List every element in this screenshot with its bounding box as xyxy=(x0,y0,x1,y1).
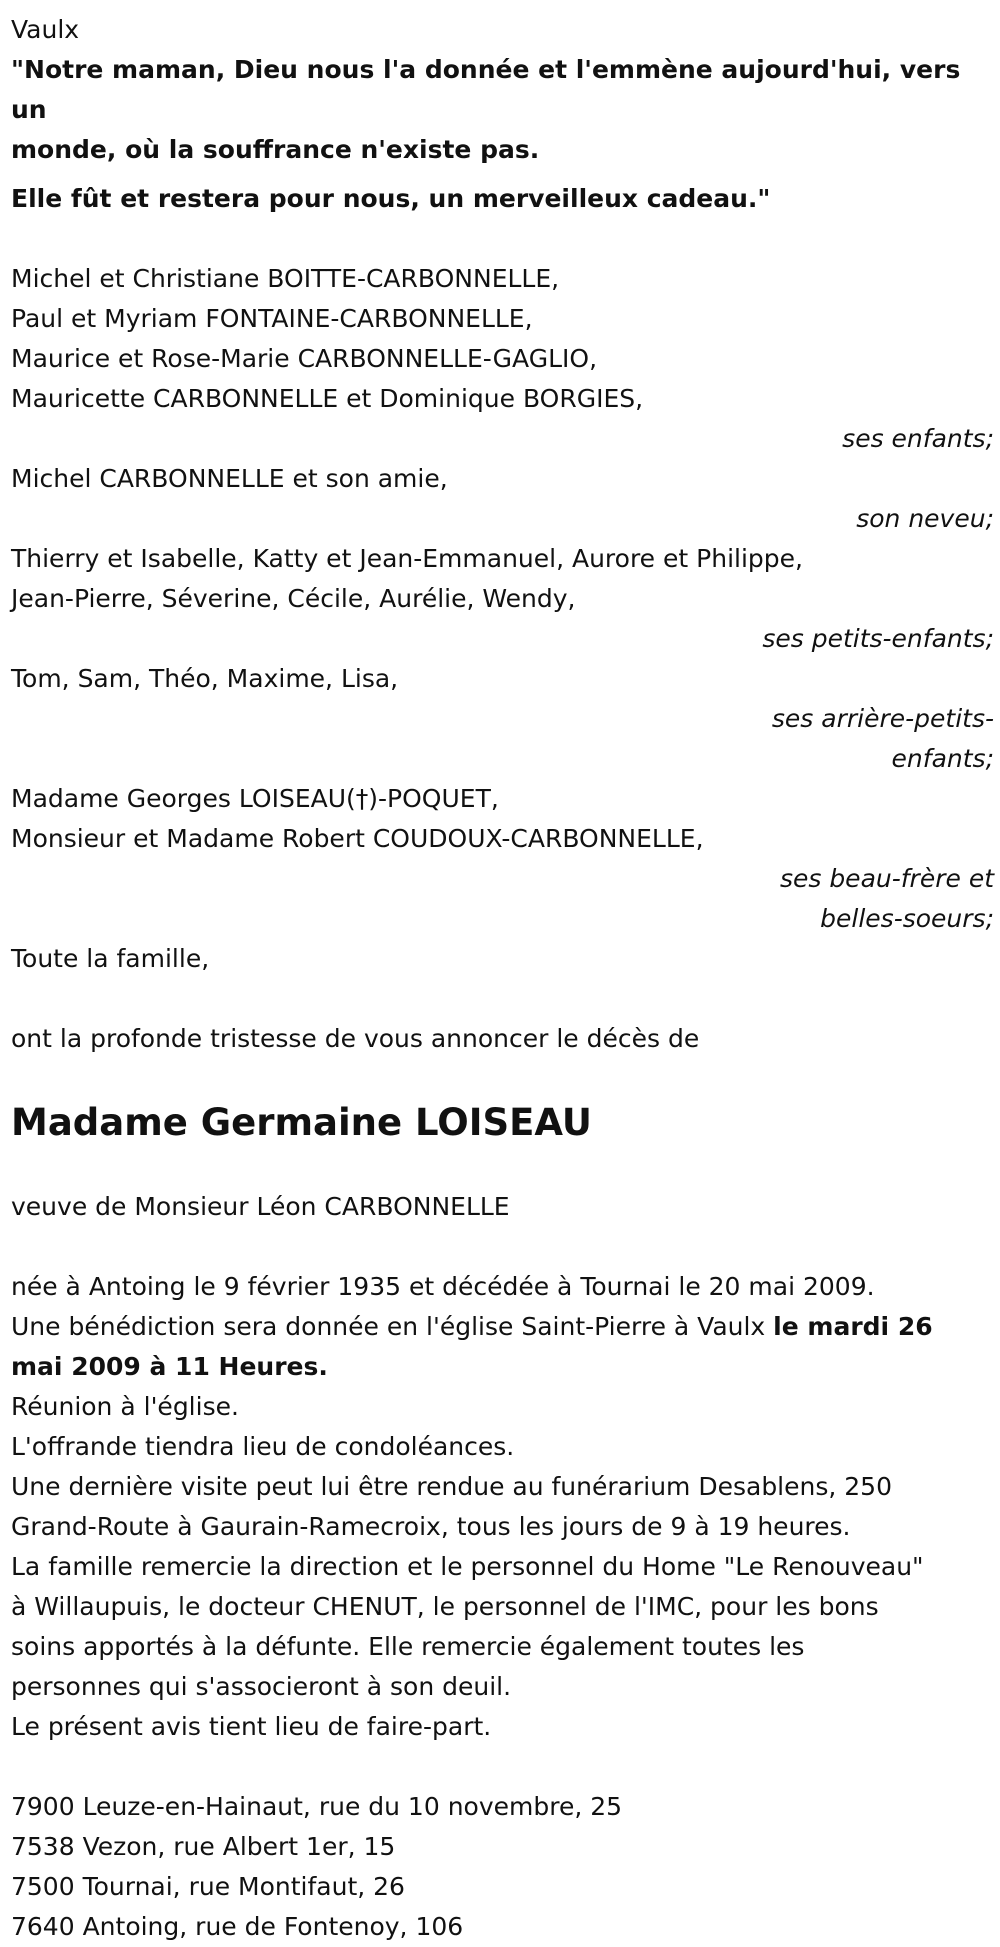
thanks-line-1: La famille remercie la direction et le personnel du Home "Le Renouveau" xyxy=(11,1552,924,1581)
offering-text: L'offrande tiendra lieu de condoléances. xyxy=(11,1432,515,1461)
children-name: Maurice et Rose-Marie CARBONNELLE-GAGLIO, xyxy=(11,344,598,373)
great-grandchildren-group xyxy=(11,659,994,779)
grandchildren-group xyxy=(11,539,994,659)
notice-text: Le présent avis tient lieu de faire-part. xyxy=(11,1712,492,1741)
children-group xyxy=(11,259,994,459)
address-line: 7640 Antoing, rue de Fontenoy, 106 xyxy=(11,1912,464,1941)
great-grandchildren-name: Tom, Sam, Théo, Maxime, Lisa, xyxy=(11,664,399,693)
thanks-line-2: à Willaupuis, le docteur CHENUT, le personnel de l'IMC, pour les bons xyxy=(11,1592,879,1621)
in-laws-role-line-1: ses beau-frère et xyxy=(779,864,994,893)
visit-line-1: Une dernière visite peut lui être rendue au funérarium Desablens, 250 xyxy=(11,1472,892,1501)
in-laws-group xyxy=(11,779,994,939)
grandchildren-name: Thierry et Isabelle, Katty et Jean-Emmanuel, Aurore et Philippe, xyxy=(11,544,803,573)
children-name: Michel et Christiane BOITTE-CARBONNELLE, xyxy=(11,264,560,293)
quote-line-1: "Notre maman, Dieu nous l'a donnée et l'emmène aujourd'hui, vers un xyxy=(11,55,961,124)
in-laws-name: Madame Georges LOISEAU(†)-POQUET, xyxy=(11,784,499,813)
quote-line-3: Elle fût et restera pour nous, un merveilleux cadeau." xyxy=(11,184,771,213)
location-heading: Vaulx xyxy=(11,15,80,44)
nephew-group xyxy=(11,459,994,539)
children-name: Paul et Myriam FONTAINE-CARBONNELLE, xyxy=(11,304,533,333)
address-line: 7538 Vezon, rue Albert 1er, 15 xyxy=(11,1832,396,1861)
children-name: Mauricette CARBONNELLE et Dominique BORGIES, xyxy=(11,384,644,413)
birth-death-text: née à Antoing le 9 février 1935 et décédée à Tournai le 20 mai 2009. xyxy=(11,1272,875,1301)
ceremony-date-part-1: le mardi 26 xyxy=(773,1312,933,1341)
grandchildren-name: Jean-Pierre, Séverine, Cécile, Aurélie, Wendy, xyxy=(11,584,576,613)
great-grandchildren-role-line-1: ses arrière-petits- xyxy=(771,704,994,733)
widow-of-text: veuve de Monsieur Léon CARBONNELLE xyxy=(11,1192,510,1221)
address-line: 7500 Tournai, rue Montifaut, 26 xyxy=(11,1872,405,1901)
grandchildren-role: ses petits-enfants; xyxy=(762,624,994,653)
family-line: Toute la famille, xyxy=(11,944,210,973)
in-laws-name: Monsieur et Madame Robert COUDOUX-CARBONNELLE, xyxy=(11,824,704,853)
visit-line-2: Grand-Route à Gaurain-Ramecroix, tous les jours de 9 à 19 heures. xyxy=(11,1512,851,1541)
announcement-text: ont la profonde tristesse de vous annoncer le décès de xyxy=(11,1024,700,1053)
nephew-role: son neveu; xyxy=(856,504,994,533)
nephew-name: Michel CARBONNELLE et son amie, xyxy=(11,464,448,493)
address-list xyxy=(11,1787,994,1947)
great-grandchildren-role-line-2: enfants; xyxy=(891,744,994,773)
ceremony-date-part-2: mai 2009 à 11 Heures. xyxy=(11,1352,328,1381)
address-line: 7900 Leuze-en-Hainaut, rue du 10 novembre, 25 xyxy=(11,1792,623,1821)
thanks-line-3: soins apportés à la défunte. Elle remercie également toutes les xyxy=(11,1632,805,1661)
in-laws-role-line-2: belles-soeurs; xyxy=(820,904,994,933)
meeting-text: Réunion à l'église. xyxy=(11,1392,239,1421)
children-role: ses enfants; xyxy=(842,424,994,453)
ceremony-line-1 xyxy=(11,1307,994,1347)
quote-line-2: monde, où la souffrance n'existe pas. xyxy=(11,135,540,164)
ceremony-text: Une bénédiction sera donnée en l'église Saint-Pierre à Vaulx xyxy=(11,1312,774,1341)
deceased-name: Madame Germaine LOISEAU xyxy=(11,1101,592,1144)
thanks-line-4: personnes qui s'associeront à son deuil. xyxy=(11,1672,512,1701)
